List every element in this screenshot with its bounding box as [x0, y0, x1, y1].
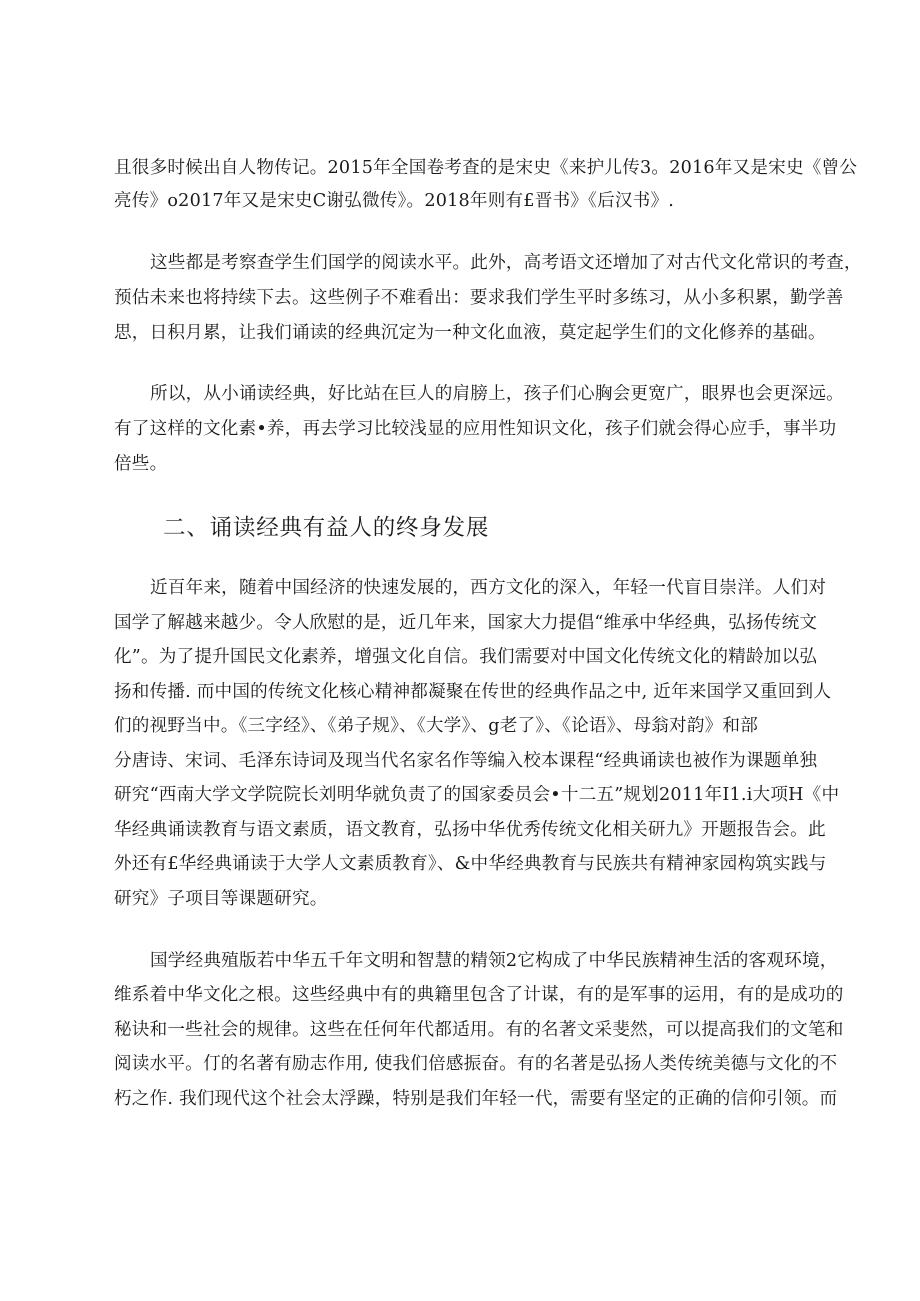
paragraph-line: 国学了解越来越少。令人欣慰的是，近几年来，国家大力提倡“维承中华经典，弘扬传统文: [114, 613, 818, 633]
paragraph-line: 维系着中华文化之根。这些经典中有的典籍里包含了计谋，有的是军事的运用，有的是成功的: [114, 985, 844, 1005]
paragraph-line: 扬和传播. 而中国的传统文化核心精神都凝聚在传世的经典作品之中, 近年来国学又重回到人: [114, 682, 832, 702]
paragraph-line: 国学经典殖版若中华五千年文明和智慧的精领2它构成了中华民族精神生活的客观环境，: [150, 951, 838, 971]
paragraph-line: 预估未来也将持续下去。这些例子不难看出：要求我们学生平时多练习，从小多积累，勤学善: [114, 288, 844, 308]
paragraph-line: 分唐诗、宋词、毛泽东诗词及现当代名家名作等编入校本课程“经典诵读也被作为课题单独: [114, 751, 818, 771]
paragraph-line: 们的视野当中。《三字经》、《弟子规》、《大学》、g老了》、《论语》、母翁对韵》和部: [114, 716, 759, 736]
section-heading: 二、诵读经典有益人的终身发展: [163, 515, 490, 541]
paragraph-line: 思，日积月累，让我们诵读的经典沉定为一种文化血液，莫定起学生们的文化修养的基础。: [114, 323, 826, 343]
paragraph-line: 秘诀和一些社会的规律。这些在任何年代都适用。有的名著文采斐然，可以提高我们的文笔和: [114, 1020, 844, 1040]
paragraph-line: 研究》子项目等课题研究。: [114, 889, 328, 909]
paragraph-line: 倍些。: [114, 454, 168, 474]
paragraph-line: 亮传》o2017年又是宋史C谢弘微传》。2018年则有£晋书》《后汉书》.: [114, 191, 675, 211]
paragraph-line: 朽之作. 我们现代这个社会太浮躁，特别是我们年轻一代，需要有坚定的正确的信仰引领。而: [114, 1089, 838, 1109]
paragraph-line: 所以，从小诵读经典，好比站在巨人的肩膀上，孩子们心胸会更宽广，眼界也会更深远。: [150, 384, 844, 404]
paragraph-line: 阅读水平。仃的名著有励志作用, 使我们倍感振奋。有的名著是弘扬人类传统美德与文化的不: [114, 1054, 838, 1074]
paragraph-line: 化”。为了提升国民文化素养，增强文化自信。我们需要对中国文化传统文化的精龄加以弘: [114, 647, 818, 667]
paragraph-line: 外还有£华经典诵读于大学人文素质教育》、&中华经典教育与民族共有精神家园构筑实践与: [114, 854, 827, 874]
paragraph-line: 且很多时候出自人物传记。2015年全国卷考査的是宋史《来护儿传3。2016年又是宋史《曾公: [114, 158, 858, 178]
paragraph-line: 华经典诵读教育与语文素质，语文教育，弘扬中华优秀传统文化相关研九》开题报告会。此: [114, 820, 826, 840]
paragraph-line: 近百年来，随着中国经济的快速发展的，西方文化的深入，年轻一代盲目崇洋。人们对: [150, 578, 827, 598]
paragraph-line: 这些都是考察查学生们国学的阅读水平。此外，高考语文还增加了对古代文化常识的考查，: [150, 253, 862, 273]
paragraph-line: 有了这样的文化素•养，再去学习比较浅显的应用性知识文化，孩子们就会得心应手，事半功: [114, 419, 837, 439]
paragraph-line: 研究“西南大学文学院院长刘明华就负责了的国家委员会•十二五”规划2011年I1.i大项H《中: [114, 785, 840, 805]
